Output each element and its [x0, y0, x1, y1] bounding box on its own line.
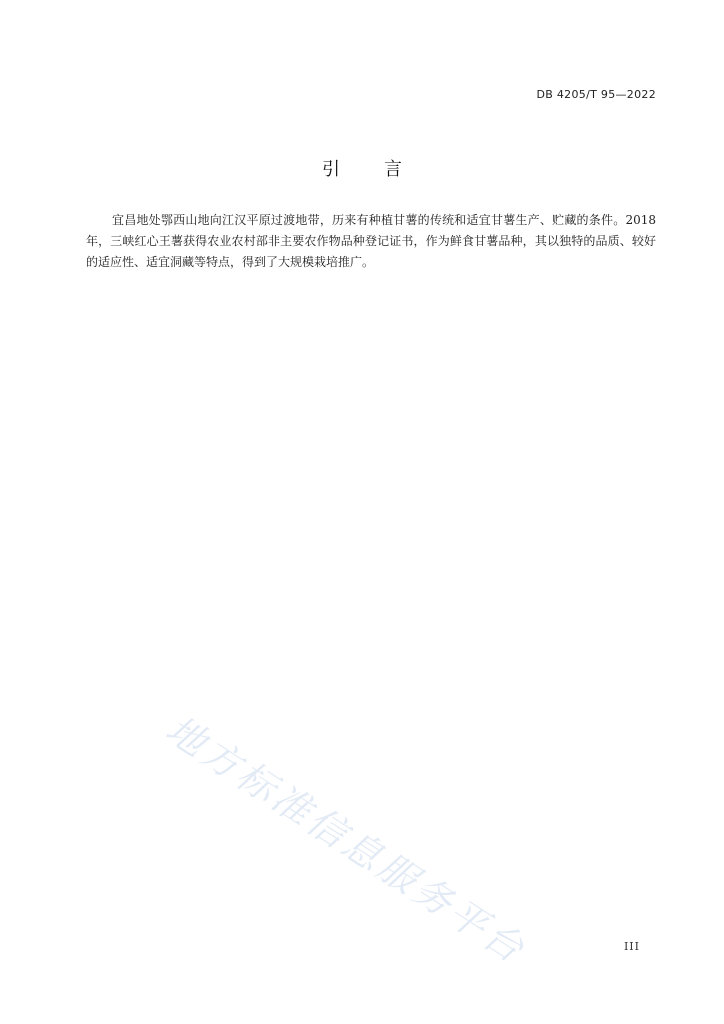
watermark: 地方标准信息服务平台 [158, 706, 535, 973]
introduction-paragraph: 宜昌地处鄂西山地向江汉平原过渡地带，历来有种植甘薯的传统和适宜甘薯生产、贮藏的条件。2018年，三峡红心王薯获得农业农村部非主要农作物品种登记证书，作为鲜食甘薯品种，其以独特的品质、较好的适应性、适宜洞藏等特点，得到了大规模栽培推广。 [86, 213, 656, 269]
section-title-part2: 言 [384, 159, 402, 180]
page-number: III [623, 940, 640, 953]
section-title-part1: 引 [322, 159, 340, 180]
document-code: DB 4205/T 95—2022 [536, 88, 656, 101]
section-title [0, 155, 724, 181]
